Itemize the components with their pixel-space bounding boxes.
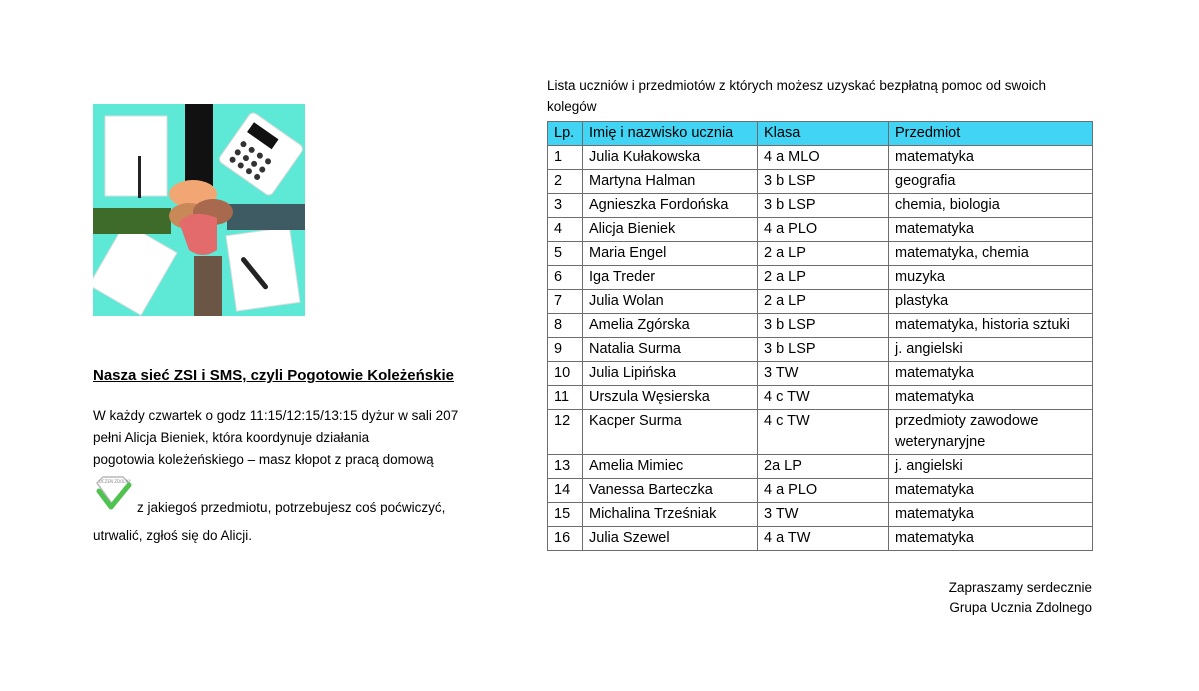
cell-subject: matematyka <box>889 362 1093 386</box>
table-row <box>548 527 1093 551</box>
arm-left <box>93 208 171 234</box>
cell-class: 3 b LSP <box>758 338 889 362</box>
cell-name: Michalina Trześniak <box>583 503 758 527</box>
cell-subject: matematyka <box>889 146 1093 170</box>
cell-name: Alicja Bieniek <box>583 218 758 242</box>
table-row <box>548 479 1093 503</box>
cell-lp: 11 <box>548 386 583 410</box>
cell-name: Vanessa Barteczka <box>583 479 758 503</box>
cell-lp: 10 <box>548 362 583 386</box>
cell-lp: 9 <box>548 338 583 362</box>
cell-lp: 4 <box>548 218 583 242</box>
footer-group: Grupa Ucznia Zdolnego <box>949 600 1092 615</box>
cell-lp: 15 <box>548 503 583 527</box>
cell-name: Martyna Halman <box>583 170 758 194</box>
cell-subject: matematyka <box>889 503 1093 527</box>
cell-subject: przedmioty zawodowe weterynaryjne <box>889 410 1093 455</box>
table-row <box>548 194 1093 218</box>
cell-name: Julia Wolan <box>583 290 758 314</box>
cell-subject: j. angielski <box>889 455 1093 479</box>
cell-class: 2a LP <box>758 455 889 479</box>
cell-subject: matematyka <box>889 527 1093 551</box>
cell-class: 4 a PLO <box>758 479 889 503</box>
arm-top <box>185 104 213 186</box>
uczen-zdolny-logo <box>93 475 133 511</box>
cell-class: 4 a PLO <box>758 218 889 242</box>
cell-name: Iga Treder <box>583 266 758 290</box>
cell-name: Kacper Surma <box>583 410 758 455</box>
table-row <box>548 386 1093 410</box>
arm-bottom <box>194 256 222 316</box>
table-row <box>548 266 1093 290</box>
cell-lp: 1 <box>548 146 583 170</box>
table-row <box>548 170 1093 194</box>
cell-class: 3 b LSP <box>758 170 889 194</box>
logo-text: UCZEŃ ZDOLNY <box>99 479 131 484</box>
info-line-1: W każdy czwartek o godz 11:15/12:15/13:15 dyżur w sali 207 <box>93 408 459 423</box>
cell-name: Agnieszka Fordońska <box>583 194 758 218</box>
cell-class: 4 a MLO <box>758 146 889 170</box>
header-subject: Przedmiot <box>889 122 1093 146</box>
cell-lp: 12 <box>548 410 583 455</box>
cell-lp: 13 <box>548 455 583 479</box>
cell-subject: muzyka <box>889 266 1093 290</box>
arm-right <box>227 204 305 230</box>
cell-class: 4 a TW <box>758 527 889 551</box>
info-line-2: pełni Alicja Bieniek, która koordynuje działania <box>93 430 370 445</box>
paper-top-left <box>105 116 167 196</box>
cell-class: 2 a LP <box>758 290 889 314</box>
cell-subject: matematyka, chemia <box>889 242 1093 266</box>
students-table <box>547 121 1093 551</box>
cell-lp: 8 <box>548 314 583 338</box>
header-name: Imię i nazwisko ucznia <box>583 122 758 146</box>
teamwork-illustration <box>93 104 305 316</box>
pen-icon <box>138 156 141 198</box>
cell-lp: 16 <box>548 527 583 551</box>
cell-subject: matematyka <box>889 479 1093 503</box>
cell-name: Amelia Mimiec <box>583 455 758 479</box>
cell-subject: matematyka <box>889 386 1093 410</box>
cell-lp: 6 <box>548 266 583 290</box>
cell-subject: chemia, biologia <box>889 194 1093 218</box>
cell-subject: matematyka, historia sztuki <box>889 314 1093 338</box>
cell-name: Julia Szewel <box>583 527 758 551</box>
info-paragraph <box>93 405 458 471</box>
cell-class: 3 TW <box>758 362 889 386</box>
cell-lp: 5 <box>548 242 583 266</box>
checkmark-icon <box>99 485 129 507</box>
table-row <box>548 242 1093 266</box>
table-row <box>548 503 1093 527</box>
table-row <box>548 338 1093 362</box>
info-line-3: pogotowia koleżeńskiego – masz kłopot z pracą domową <box>93 452 434 467</box>
table-row <box>548 146 1093 170</box>
info-line-4: z jakiegoś przedmiotu, potrzebujesz coś poćwiczyć, <box>137 500 446 515</box>
table-caption: Lista uczniów i przedmiotów z których możesz uzyskać bezpłatną pomoc od swoich kolegów <box>547 78 1046 114</box>
table-row <box>548 455 1093 479</box>
paper-bottom-right <box>226 227 300 311</box>
table-row <box>548 314 1093 338</box>
footer-invite: Zapraszamy serdecznie <box>948 580 1092 595</box>
table-row <box>548 410 1093 455</box>
cell-name: Urszula Węsierska <box>583 386 758 410</box>
cell-name: Amelia Zgórska <box>583 314 758 338</box>
cell-lp: 3 <box>548 194 583 218</box>
cell-name: Natalia Surma <box>583 338 758 362</box>
header-lp: Lp. <box>548 122 583 146</box>
cell-lp: 2 <box>548 170 583 194</box>
cell-name: Julia Lipińska <box>583 362 758 386</box>
cell-class: 3 b LSP <box>758 194 889 218</box>
cell-subject: matematyka <box>889 218 1093 242</box>
info-line-5: utrwalić, zgłoś się do Alicji. <box>93 528 253 543</box>
table-row <box>548 362 1093 386</box>
table-header-row <box>548 122 1093 146</box>
cell-lp: 14 <box>548 479 583 503</box>
cell-subject: j. angielski <box>889 338 1093 362</box>
cell-subject: plastyka <box>889 290 1093 314</box>
cell-subject: geografia <box>889 170 1093 194</box>
cell-class: 2 a LP <box>758 266 889 290</box>
cell-class: 3 b LSP <box>758 314 889 338</box>
cell-class: 4 c TW <box>758 410 889 455</box>
cell-class: 4 c TW <box>758 386 889 410</box>
section-heading: Nasza sieć ZSI i SMS, czyli Pogotowie Koleżeńskie <box>93 367 454 384</box>
table-row <box>548 218 1093 242</box>
cell-name: Maria Engel <box>583 242 758 266</box>
cell-lp: 7 <box>548 290 583 314</box>
table-row <box>548 290 1093 314</box>
footer-signature <box>949 578 1092 618</box>
cell-class: 2 a LP <box>758 242 889 266</box>
cell-class: 3 TW <box>758 503 889 527</box>
cell-name: Julia Kułakowska <box>583 146 758 170</box>
header-class: Klasa <box>758 122 889 146</box>
